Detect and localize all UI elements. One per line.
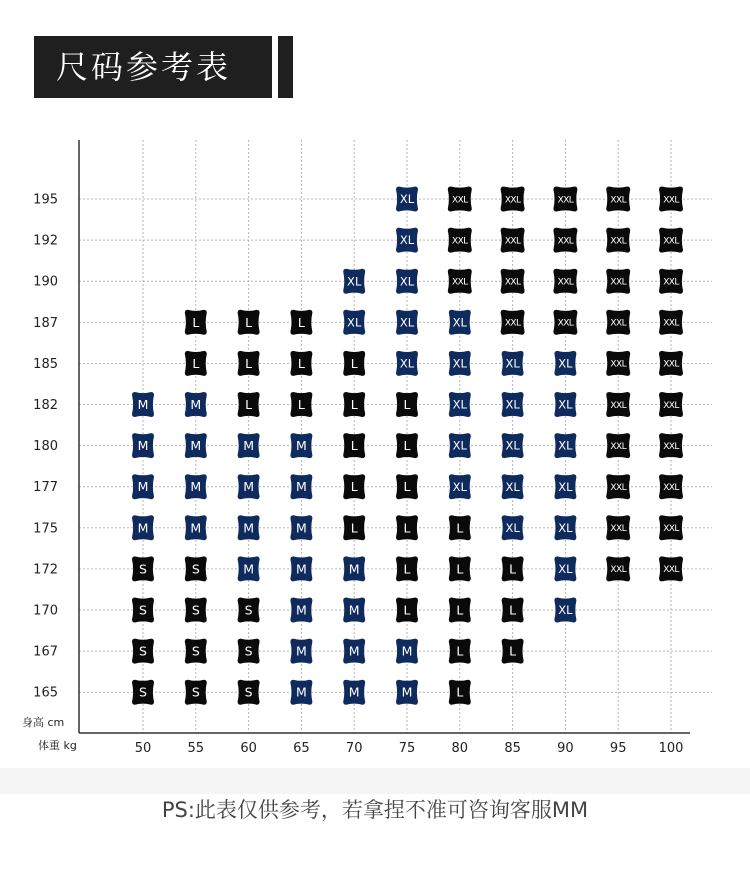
size-badge-label: M xyxy=(137,479,149,495)
size-badge-label: M xyxy=(190,397,202,412)
size-badge-s xyxy=(238,680,260,705)
size-badge-label: M xyxy=(243,520,254,536)
size-badge-label: S xyxy=(244,602,253,618)
size-badge-label: XXL xyxy=(557,277,574,288)
size-badge-label: XL xyxy=(399,233,415,248)
size-badge-m xyxy=(132,392,154,417)
size-badge-label: XL xyxy=(452,356,467,371)
size-badge-xxl xyxy=(606,556,630,581)
size-badge-label: M xyxy=(296,561,307,577)
size-badge-xxl xyxy=(553,310,577,335)
size-badge-label: M xyxy=(296,684,307,700)
size-badge-label: XXL xyxy=(504,318,521,329)
size-badge-label: XXL xyxy=(663,400,679,411)
size-badge-l xyxy=(449,556,471,581)
size-badge-label: S xyxy=(244,684,253,700)
size-badge-l xyxy=(343,515,365,540)
size-badge-xl xyxy=(396,269,418,294)
size-badge-label: L xyxy=(245,397,253,412)
size-badge-label: L xyxy=(350,355,358,371)
size-badge-xxl xyxy=(553,269,577,294)
size-badge-xxl xyxy=(659,310,683,335)
size-badge-label: XXL xyxy=(610,524,626,535)
size-badge-label: XXL xyxy=(610,482,626,493)
y-tick-label: 187 xyxy=(33,315,58,331)
size-badge-s xyxy=(132,639,154,664)
size-badge-m xyxy=(290,556,312,581)
size-badge-label: XL xyxy=(505,479,520,494)
size-badge-xl xyxy=(502,392,524,417)
size-badge-label: XL xyxy=(399,192,415,207)
size-badge-m xyxy=(132,433,154,458)
size-badge-l xyxy=(238,310,260,335)
size-badge-label: XL xyxy=(558,438,573,453)
size-badge-l xyxy=(396,474,418,499)
size-badge-label: M xyxy=(348,602,360,618)
size-badge-label: XXL xyxy=(557,236,574,247)
size-badge-label: XXL xyxy=(610,359,626,370)
size-badge-l xyxy=(502,598,524,623)
size-badge-m xyxy=(343,598,365,623)
size-badge-l xyxy=(290,310,312,335)
size-badge-label: L xyxy=(403,602,411,618)
size-badge-m xyxy=(238,556,260,581)
size-badge-label: M xyxy=(190,438,202,454)
size-badge-label: L xyxy=(456,602,464,618)
size-badge-label: XXL xyxy=(663,318,679,329)
size-badge-label: XXL xyxy=(610,195,626,206)
size-badge-label: XL xyxy=(558,356,573,371)
size-badge-l xyxy=(449,680,471,705)
size-badge-xxl xyxy=(448,228,472,253)
y-tick-label: 175 xyxy=(33,521,58,537)
page-title: 尺码参考表 xyxy=(34,36,272,98)
size-badge-m xyxy=(290,639,312,664)
size-badge-xl xyxy=(449,433,471,458)
size-badge-l xyxy=(449,515,471,540)
size-badge-label: XL xyxy=(505,520,520,535)
size-badge-label: L xyxy=(297,397,305,412)
size-badge-m xyxy=(238,474,260,499)
size-badge-label: M xyxy=(190,520,202,536)
size-badge-m xyxy=(396,680,418,705)
y-tick-label: 190 xyxy=(33,274,58,290)
size-badge-xl xyxy=(449,474,471,499)
size-badge-l xyxy=(343,433,365,458)
size-badge-label: L xyxy=(245,314,253,330)
size-badge-label: XXL xyxy=(452,277,468,288)
size-badge-m xyxy=(185,515,207,540)
size-badge-s xyxy=(185,680,207,705)
size-badge-xxl xyxy=(659,474,683,499)
size-badge-xl xyxy=(396,187,418,212)
size-badge-xl xyxy=(554,392,576,417)
size-badge-xxl xyxy=(659,392,683,417)
size-badge-label: XL xyxy=(505,356,520,371)
size-badge-m xyxy=(132,474,154,499)
size-badge-label: M xyxy=(348,561,360,577)
size-badge-s xyxy=(132,556,154,581)
size-badge-label: S xyxy=(139,602,147,618)
size-badge-label: XXL xyxy=(504,277,521,288)
size-badge-label: M xyxy=(243,479,254,495)
size-badge-m xyxy=(185,474,207,499)
size-badge-label: XL xyxy=(452,479,467,494)
size-badge-label: L xyxy=(350,479,358,495)
size-badge-label: M xyxy=(348,643,360,659)
size-badge-label: L xyxy=(509,643,517,659)
size-badge-l xyxy=(449,598,471,623)
y-tick-label: 172 xyxy=(33,562,58,578)
size-badge-label: L xyxy=(350,438,358,454)
size-badge-s xyxy=(132,598,154,623)
size-badge-label: XXL xyxy=(610,277,626,288)
size-badge-xxl xyxy=(448,269,472,294)
size-badge-s xyxy=(185,598,207,623)
size-badge-xl xyxy=(554,598,576,623)
size-badge-label: XXL xyxy=(610,400,626,411)
size-badge-m xyxy=(290,474,312,499)
size-badge-label: M xyxy=(348,684,360,700)
x-tick-label: 65 xyxy=(293,741,310,756)
size-badge-m xyxy=(396,639,418,664)
size-badge-label: XXL xyxy=(557,195,574,206)
size-badge-xxl xyxy=(606,474,630,499)
x-tick-label: 85 xyxy=(504,741,521,756)
size-badge-xxl xyxy=(659,433,683,458)
size-badge-label: XXL xyxy=(610,236,626,247)
size-badge-xxl xyxy=(659,228,683,253)
size-badge-m xyxy=(238,433,260,458)
size-badge-xxl xyxy=(501,269,525,294)
size-badge-l xyxy=(396,515,418,540)
size-badge-label: XL xyxy=(558,562,573,577)
size-badge-l xyxy=(502,639,524,664)
size-badge-label: M xyxy=(137,520,149,536)
y-tick-label: 185 xyxy=(33,356,58,372)
size-badge-label: M xyxy=(401,643,413,659)
size-badge-label: L xyxy=(297,355,305,371)
size-badge-xl xyxy=(343,269,365,294)
size-badge-l xyxy=(238,392,260,417)
x-axis-label: 体重 kg xyxy=(38,739,77,752)
size-badge-m xyxy=(132,515,154,540)
size-badge-label: XXL xyxy=(610,565,626,576)
size-badge-label: L xyxy=(509,561,517,577)
size-badge-l xyxy=(343,392,365,417)
size-badge-l xyxy=(396,433,418,458)
size-badge-label: M xyxy=(296,479,307,495)
size-badge-m xyxy=(185,433,207,458)
size-badge-xl xyxy=(554,433,576,458)
x-tick-label: 95 xyxy=(609,741,627,756)
size-badge-label: XXL xyxy=(663,359,679,370)
size-badge-l xyxy=(449,639,471,664)
size-badge-xxl xyxy=(553,228,577,253)
size-badge-label: XL xyxy=(558,603,573,618)
size-badge-l xyxy=(396,598,418,623)
y-tick-label: 192 xyxy=(33,233,58,249)
size-badge-label: XXL xyxy=(610,318,626,329)
size-badge-xxl xyxy=(606,351,630,376)
size-badge-label: S xyxy=(191,643,200,659)
size-badge-xxl xyxy=(501,310,525,335)
size-badge-xl xyxy=(449,310,471,335)
size-badge-label: XXL xyxy=(452,195,468,206)
size-badge-label: XXL xyxy=(663,524,679,535)
footer-note: PS:此表仅供参考，若拿捏不准可咨询客服MM xyxy=(161,798,589,822)
size-badge-label: L xyxy=(403,438,411,454)
size-badge-label: XL xyxy=(452,315,467,330)
size-badge-label: L xyxy=(245,355,253,371)
size-badge-label: XXL xyxy=(504,195,521,206)
y-tick-label: 165 xyxy=(33,685,58,701)
size-badge-label: L xyxy=(192,314,200,330)
size-badge-label: S xyxy=(139,643,147,659)
size-badge-xxl xyxy=(659,269,683,294)
size-badge-label: M xyxy=(296,438,307,454)
size-badge-label: S xyxy=(244,643,253,659)
size-badge-label: S xyxy=(139,684,147,700)
size-badge-xl xyxy=(502,515,524,540)
size-badge-xxl xyxy=(501,187,525,212)
size-badge-xxl xyxy=(501,228,525,253)
size-badge-l xyxy=(185,310,207,335)
size-badge-label: M xyxy=(137,397,149,412)
size-badge-label: XXL xyxy=(663,565,679,576)
size-badge-l xyxy=(238,351,260,376)
size-badge-label: L xyxy=(350,520,358,536)
size-badge-label: XL xyxy=(347,315,362,330)
size-badge-xl xyxy=(554,515,576,540)
size-badge-label: XL xyxy=(505,397,520,412)
size-badge-label: L xyxy=(403,561,411,577)
size-badge-label: S xyxy=(191,684,200,700)
size-badge-label: XL xyxy=(558,397,573,412)
size-badge-xl xyxy=(396,351,418,376)
x-tick-label: 100 xyxy=(658,741,684,756)
size-badge-l xyxy=(343,351,365,376)
size-badge-l xyxy=(290,351,312,376)
size-badge-label: L xyxy=(456,684,464,700)
y-axis-label: 身高 cm xyxy=(22,716,65,729)
size-badge-label: L xyxy=(456,520,464,536)
size-badge-xxl xyxy=(553,187,577,212)
size-badge-label: XL xyxy=(452,397,467,412)
size-badge-label: XXL xyxy=(557,318,574,329)
size-badge-label: M xyxy=(401,684,413,700)
y-tick-label: 195 xyxy=(33,192,58,208)
size-badge-xl xyxy=(554,556,576,581)
size-badge-label: XXL xyxy=(663,236,679,247)
size-badge-label: XXL xyxy=(663,195,679,206)
size-badge-xxl xyxy=(606,269,630,294)
x-tick-label: 90 xyxy=(557,741,574,756)
size-badge-xl xyxy=(396,310,418,335)
y-tick-label: 180 xyxy=(33,439,58,455)
size-badge-xl xyxy=(396,228,418,253)
size-badge-label: L xyxy=(297,314,305,330)
size-badge-m xyxy=(343,639,365,664)
size-badge-xxl xyxy=(606,515,630,540)
size-badge-xxl xyxy=(606,310,630,335)
size-badge-label: XXL xyxy=(504,236,521,247)
size-badge-label: S xyxy=(139,561,147,577)
size-badge-l xyxy=(396,392,418,417)
size-badge-label: L xyxy=(403,397,411,412)
size-badge-s xyxy=(238,598,260,623)
x-tick-label: 70 xyxy=(345,741,363,756)
size-badge-label: L xyxy=(192,355,200,371)
size-badge-l xyxy=(290,392,312,417)
size-badge-label: L xyxy=(456,561,464,577)
size-badge-label: L xyxy=(509,602,517,618)
footer-band xyxy=(0,768,750,794)
size-badge-label: XL xyxy=(505,438,520,453)
y-tick-label: 182 xyxy=(33,398,58,413)
size-badge-l xyxy=(396,556,418,581)
size-badge-label: XL xyxy=(399,356,415,371)
size-badge-label: XXL xyxy=(610,441,626,452)
size-badge-l xyxy=(343,474,365,499)
size-badge-xl xyxy=(554,351,576,376)
y-tick-label: 177 xyxy=(33,480,58,496)
size-badge-label: L xyxy=(403,479,411,495)
size-badge-m xyxy=(238,515,260,540)
size-badge-xxl xyxy=(606,433,630,458)
x-tick-label: 80 xyxy=(451,741,469,756)
size-badge-label: M xyxy=(243,438,254,454)
size-badge-xl xyxy=(502,351,524,376)
size-badge-label: XL xyxy=(452,438,467,453)
size-badge-l xyxy=(185,351,207,376)
size-badge-m xyxy=(343,556,365,581)
size-badge-label: M xyxy=(190,479,202,495)
x-tick-label: 75 xyxy=(398,741,416,756)
size-badge-m xyxy=(290,515,312,540)
size-badge-xxl xyxy=(448,187,472,212)
x-tick-label: 50 xyxy=(134,741,152,756)
size-badge-label: L xyxy=(456,643,464,659)
size-badge-s xyxy=(132,680,154,705)
size-badge-label: XL xyxy=(399,274,415,289)
size-badge-label: XL xyxy=(558,479,573,494)
size-badge-label: XXL xyxy=(452,236,468,247)
size-badge-xl xyxy=(502,474,524,499)
y-tick-label: 170 xyxy=(33,603,58,619)
size-badge-s xyxy=(238,639,260,664)
size-badge-l xyxy=(502,556,524,581)
size-badge-xl xyxy=(554,474,576,499)
size-badge-xxl xyxy=(659,187,683,212)
size-badge-xxl xyxy=(606,228,630,253)
size-badge-xxl xyxy=(659,351,683,376)
x-tick-label: 60 xyxy=(240,741,257,756)
size-badge-m xyxy=(185,392,207,417)
size-badge-label: M xyxy=(137,438,149,454)
size-badge-label: M xyxy=(296,643,307,659)
size-badge-label: XXL xyxy=(663,277,679,288)
size-badge-label: XXL xyxy=(663,482,679,493)
size-badge-xxl xyxy=(659,556,683,581)
size-badge-label: M xyxy=(296,602,307,618)
size-badge-s xyxy=(185,639,207,664)
size-badge-label: XL xyxy=(347,274,362,289)
size-badge-label: M xyxy=(243,561,254,577)
size-badge-xl xyxy=(343,310,365,335)
size-badge-xl xyxy=(502,433,524,458)
size-badge-label: S xyxy=(191,561,200,577)
size-badge-xxl xyxy=(659,515,683,540)
size-badge-label: L xyxy=(403,520,411,536)
size-badge-m xyxy=(343,680,365,705)
size-badge-label: L xyxy=(350,397,358,412)
size-badge-s xyxy=(185,556,207,581)
size-badge-xl xyxy=(449,392,471,417)
size-badge-xxl xyxy=(606,187,630,212)
size-badge-m xyxy=(290,598,312,623)
size-badge-m xyxy=(290,680,312,705)
x-tick-label: 55 xyxy=(187,741,205,756)
size-badge-xxl xyxy=(606,392,630,417)
size-badge-label: M xyxy=(296,520,307,536)
size-badge-label: S xyxy=(191,602,200,618)
size-badge-label: XL xyxy=(399,315,415,330)
size-badge-label: XXL xyxy=(663,441,679,452)
size-badge-label: XL xyxy=(558,520,573,535)
y-tick-label: 167 xyxy=(33,644,58,660)
size-badge-xl xyxy=(449,351,471,376)
size-badge-m xyxy=(290,433,312,458)
